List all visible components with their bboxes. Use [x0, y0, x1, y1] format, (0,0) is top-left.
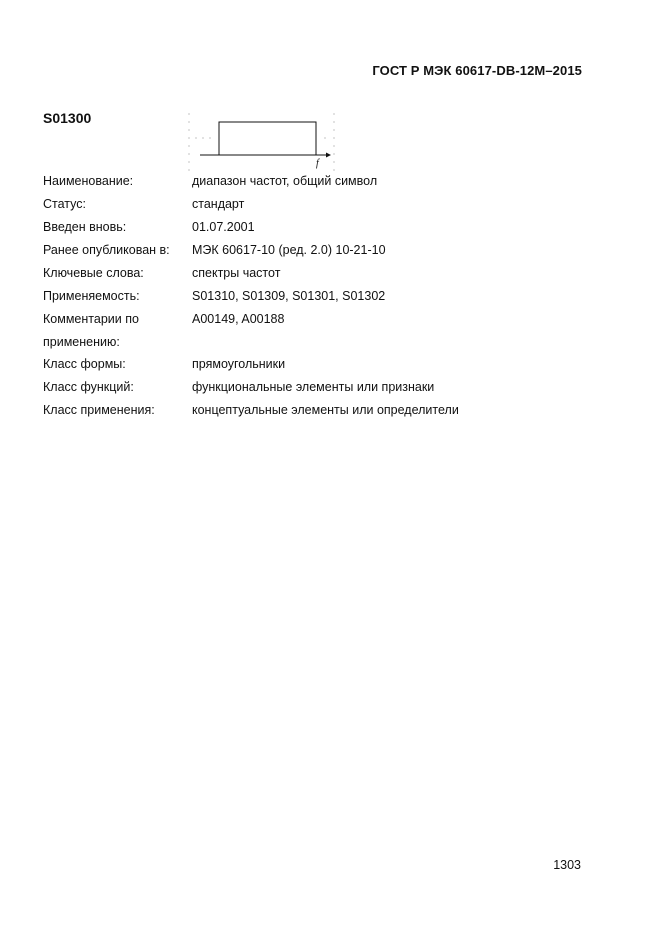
property-value: диапазон частот, общий символ: [192, 174, 378, 188]
property-row-name: [43, 174, 603, 197]
property-label-line2: применению:: [43, 335, 120, 349]
property-row-function-class: [43, 380, 603, 403]
property-value: A00149, A00188: [192, 312, 285, 326]
property-label: [43, 312, 187, 350]
frequency-axis-arrow: [326, 153, 331, 158]
band-rectangle: [219, 122, 316, 155]
property-row-keywords: [43, 266, 603, 289]
property-label: Применяемость:: [43, 289, 140, 303]
property-label: Ранее опубликован в:: [43, 243, 170, 257]
property-label: Класс применения:: [43, 403, 155, 417]
property-value: S01310, S01309, S01301, S01302: [192, 289, 386, 303]
property-value: концептуальные элементы или определители: [192, 403, 459, 417]
property-label: Статус:: [43, 197, 86, 211]
property-label: Класс формы:: [43, 357, 126, 371]
property-value: 01.07.2001: [192, 220, 255, 234]
frequency-band-symbol: [186, 110, 338, 172]
property-value: функциональные элементы или признаки: [192, 380, 435, 394]
frequency-axis-label: f: [316, 158, 319, 169]
property-row-application-notes: [43, 312, 603, 357]
document-standard-title: ГОСТ Р МЭК 60617-DB-12M–2015: [372, 63, 582, 78]
property-label: Ключевые слова:: [43, 266, 144, 280]
property-label: Введен вновь:: [43, 220, 127, 234]
property-value: стандарт: [192, 197, 245, 211]
page-number: 1303: [553, 858, 581, 872]
property-label: Класс функций:: [43, 380, 134, 394]
property-row-introduced: [43, 220, 603, 243]
property-row-applicability: [43, 289, 603, 312]
property-value: МЭК 60617-10 (ред. 2.0) 10-21-10: [192, 243, 386, 257]
symbol-code: S01300: [43, 110, 92, 126]
property-row-shape-class: [43, 357, 603, 380]
property-label: Наименование:: [43, 174, 134, 188]
property-row-application-class: [43, 403, 603, 426]
property-label-line1: Комментарии по: [43, 312, 139, 326]
property-value: спектры частот: [192, 266, 281, 280]
property-row-previously-published: [43, 243, 603, 266]
property-value: прямоугольники: [192, 357, 286, 371]
property-row-status: [43, 197, 603, 220]
symbol-properties: [43, 174, 603, 426]
